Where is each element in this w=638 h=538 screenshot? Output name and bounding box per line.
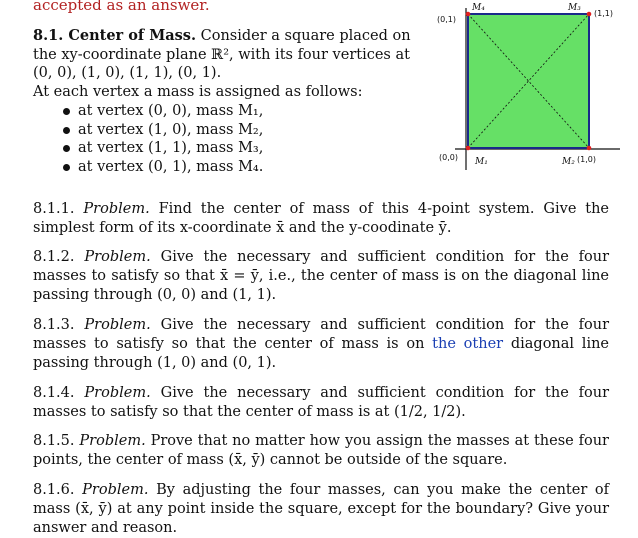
mass-label-m3: M₃ <box>568 3 581 13</box>
list-item: at vertex (1, 0), mass M₂, <box>60 121 263 140</box>
corner-label-0-1: (0,1) <box>437 15 456 24</box>
question-text: Give the necessary and sufficient condition for the four masses to satisfy so that x̄ = ȳ, i.e., the center of mass is on the diagonal line passing through (0, 0) and (1, 1). <box>33 249 610 303</box>
vertex-point <box>587 12 592 17</box>
mass-label-m2: M₂ <box>562 157 575 167</box>
list-item: at vertex (0, 0), mass M₁, <box>60 102 263 121</box>
question-tag: Problem. <box>79 433 146 449</box>
question-text: Find the center of mass of this 4-point system. Give the simplest form of its x-coordinate x̄ and the y-coodinate ȳ. <box>33 201 610 236</box>
question-number: 8.1.2. <box>33 249 75 265</box>
question-number: 8.1.1. <box>33 201 75 217</box>
square-diagram <box>425 0 630 180</box>
corner-label-1-1: (1,1) <box>594 9 613 18</box>
question-number: 8.1.6. <box>33 482 75 498</box>
the-other-link[interactable]: the other <box>432 336 504 352</box>
question-text: By adjusting the four masses, can you make the center of mass (x̄, ȳ) at any point inside the square, except for the boundary? Give your answer and reason. <box>33 482 609 536</box>
corner-label-1-0: (1,0) <box>577 155 596 164</box>
vertex-mass-list <box>60 102 263 176</box>
question-text: Prove that no matter how you assign the masses at these four points, the center of mass (x̄, ȳ) cannot be outside of the square. <box>33 433 609 468</box>
question-text: Give the necessary and sufficient condition for the four masses to satisfy so that the center of mass is at (1/2, 1/2). <box>33 385 610 420</box>
question-text: diagonal line passing through (1, 0) and (0, 1). <box>33 336 609 371</box>
question-8-1-6 <box>33 481 609 538</box>
question-number: 8.1.3. <box>33 317 75 333</box>
question-number: 8.1.5. <box>33 433 75 449</box>
question-tag: Problem. <box>84 317 151 333</box>
question-8-1-4 <box>33 384 609 422</box>
question-tag: Problem. <box>84 385 151 401</box>
question-text: Give the necessary and sufficient condition for the four masses to satisfy so that the center of mass is on <box>33 317 610 352</box>
vertex-point <box>587 146 592 151</box>
question-8-1-3 <box>33 316 609 373</box>
mass-label-m1: M₁ <box>475 157 488 167</box>
question-tag: Problem. <box>84 249 151 265</box>
section-intro-text: Consider a square placed on the xy-coordinate plane ℝ², with its four vertices at (0, 0), (1, 0), (1, 1), (0, 1). <box>33 28 411 81</box>
mass-label-m4: M₄ <box>472 3 485 13</box>
question-tag: Problem. <box>82 482 149 498</box>
question-8-1-5 <box>33 432 609 470</box>
question-number: 8.1.4. <box>33 385 75 401</box>
section-intro <box>33 27 413 101</box>
question-tag: Problem. <box>83 201 150 217</box>
previous-text-fragment: accepted as an answer. <box>33 0 210 14</box>
corner-label-0-0: (0,0) <box>439 153 458 162</box>
vertex-point <box>466 12 471 17</box>
question-8-1-1 <box>33 200 609 238</box>
mass-assignment-text: At each vertex a mass is assigned as follows: <box>33 83 363 100</box>
vertex-point <box>466 146 471 151</box>
question-8-1-2 <box>33 248 609 305</box>
list-item: at vertex (0, 1), mass M₄. <box>60 158 263 177</box>
section-title: 8.1. Center of Mass. <box>33 27 197 44</box>
list-item: at vertex (1, 1), mass M₃, <box>60 139 263 158</box>
